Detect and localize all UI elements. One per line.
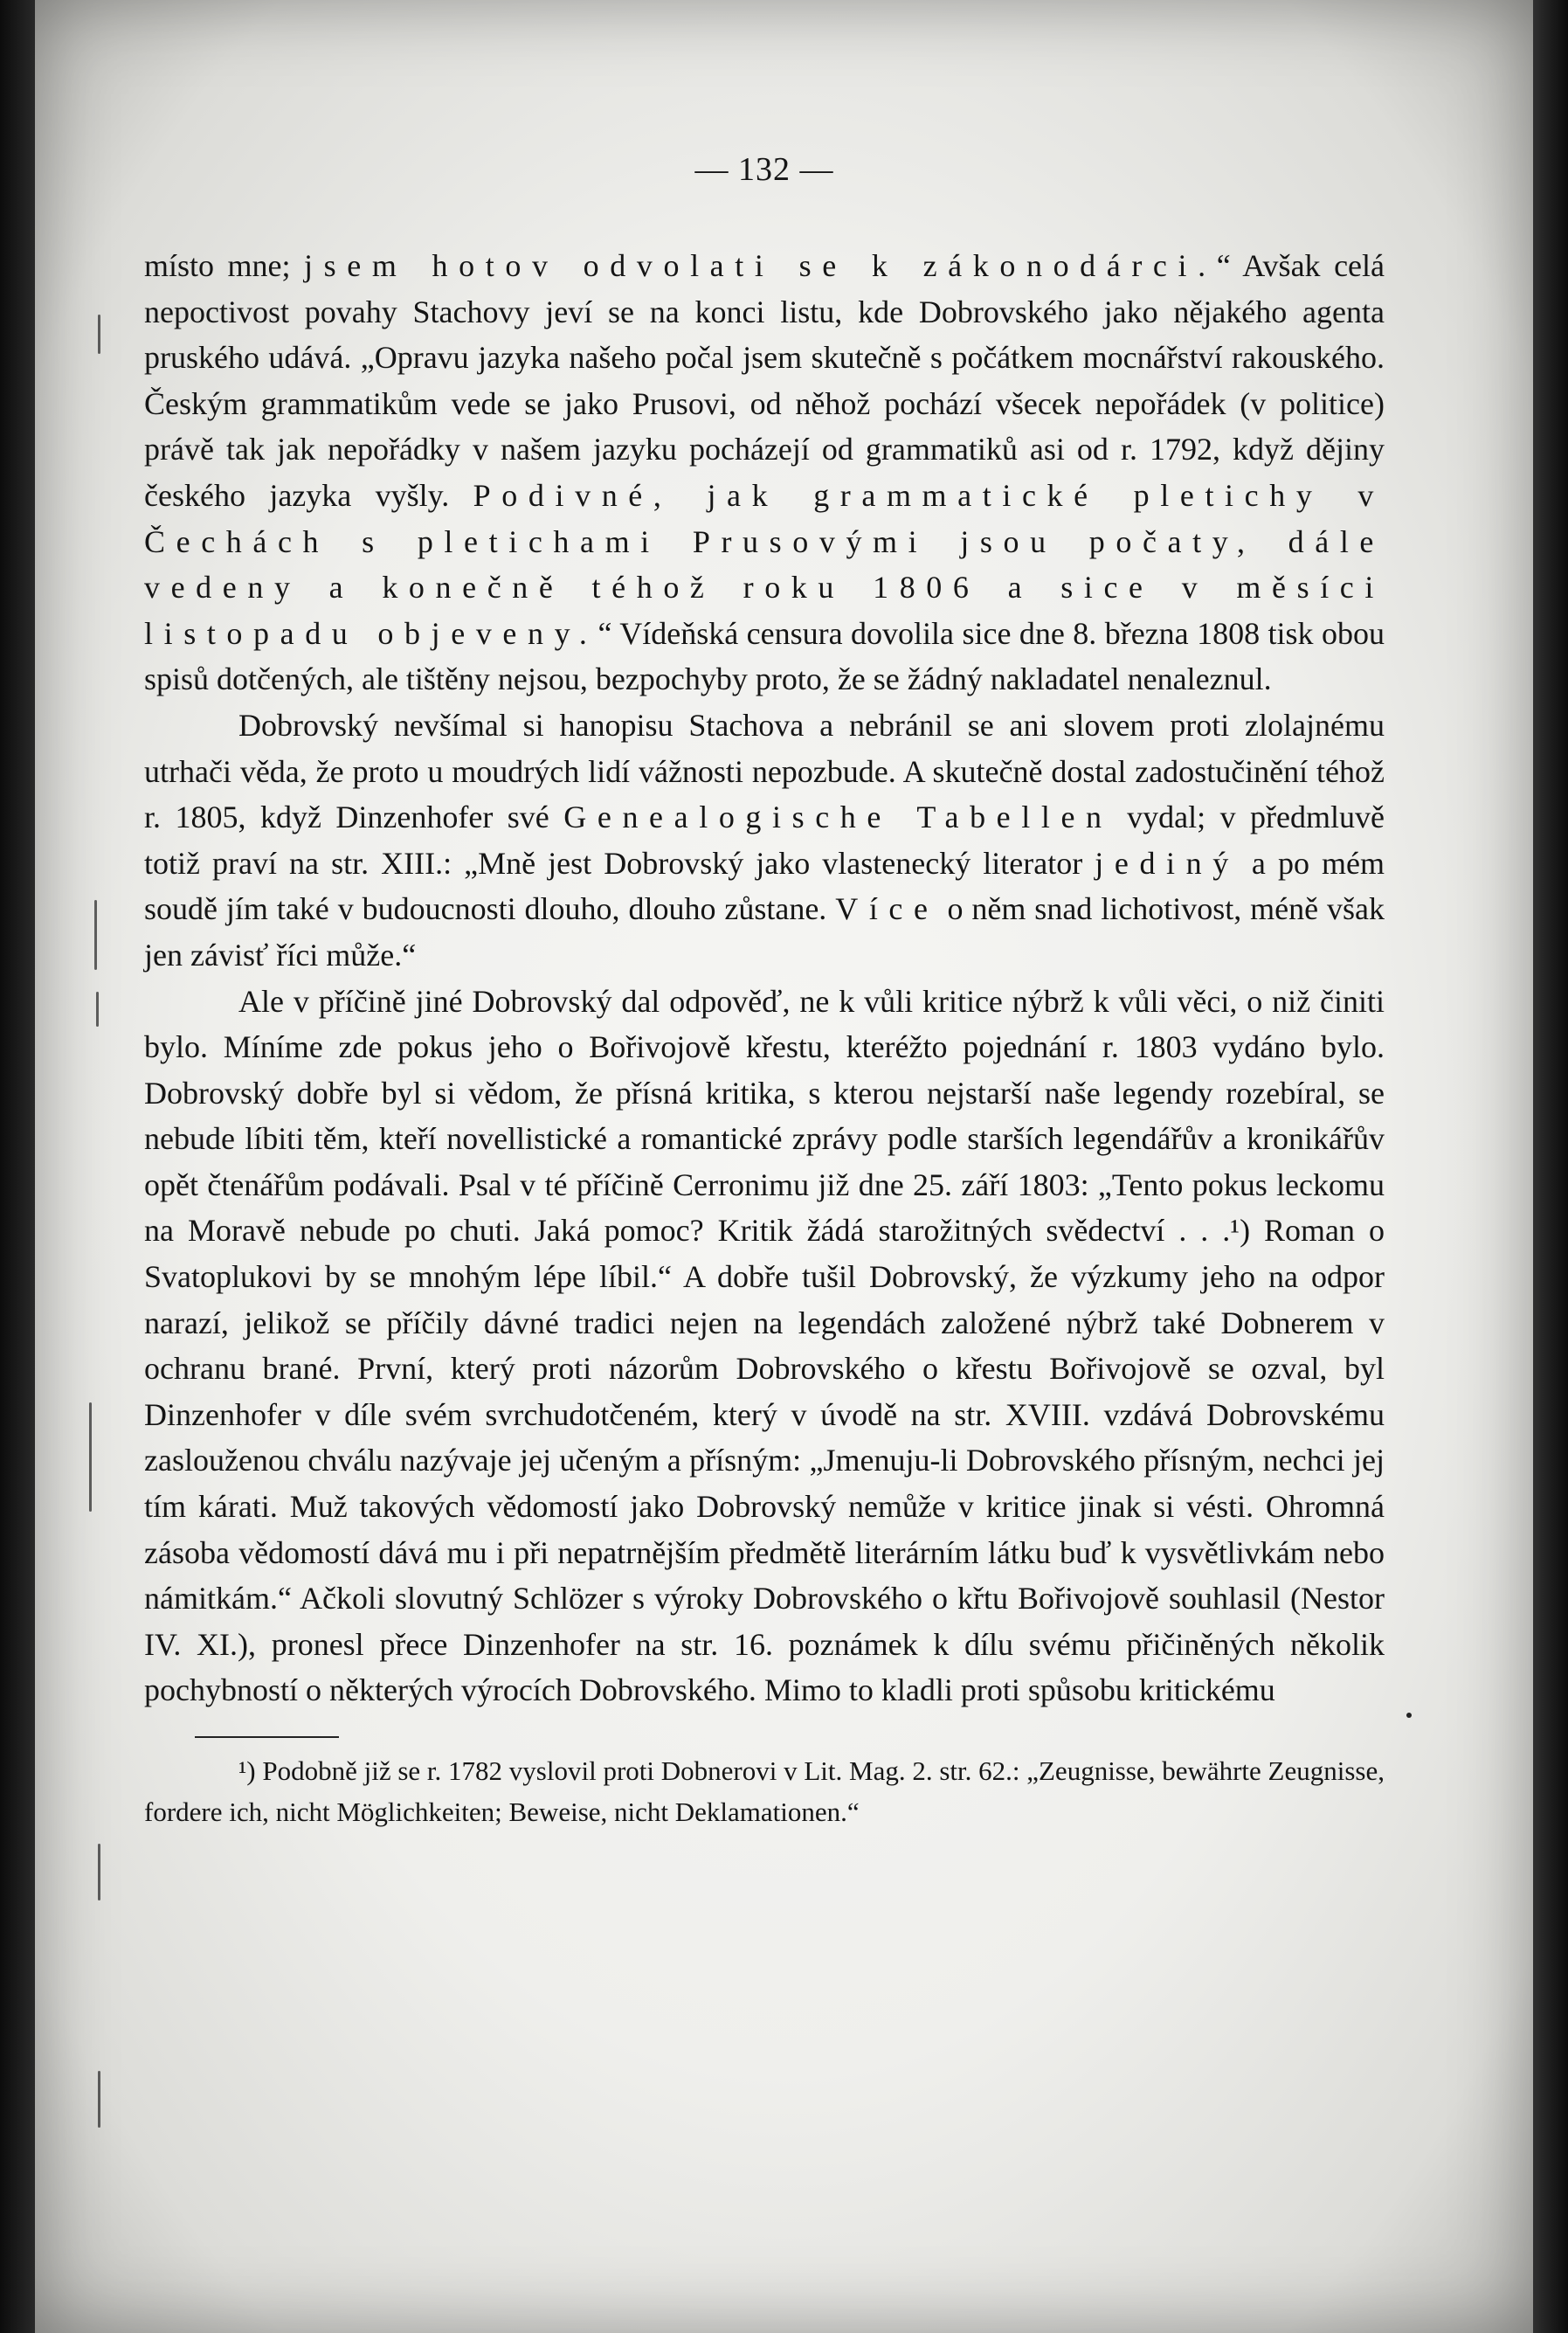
- margin-speck: [1406, 1713, 1412, 1718]
- body-text: [144, 243, 1385, 1713]
- text-run: místo mne;: [144, 248, 305, 283]
- margin-pencil-mark: [98, 2071, 100, 2128]
- text-run: “ Vídeňská censura dovolila sice dne 8. března 1808 tisk obou spisů dotčených, ale tištěny nejsou, bezpochyby proto, že se žádný nakladatel nenaleznul.: [144, 615, 1385, 697]
- spaced-emphasis: jsem hotov odvolati se k zákonodárci.: [304, 248, 1217, 283]
- footnote: ¹) Podobně již se r. 1782 vyslovil proti Dobnerovi v Lit. Mag. 2. str. 62.: „Zeugnisse, bewährte Zeugnisse, fordere ich, nicht Möglichkeiten; Beweise, nicht Deklamationen.“: [144, 1755, 1385, 1827]
- text-run: a po mém soudě jím také v budoucnosti dlouho, dlouho zůstane.: [144, 845, 1385, 927]
- text-run: “ Avšak celá nepoctivost povahy Stachovy jeví se na konci listu, kde Dobrovského jako nějakého agenta pruského udává. „Opravu jazyka našeho počal jsem skutečně s počátkem mocnářství rakouského. Českým grammatikům vede se jako Prusovi, od něhož pochází všecek nepořádek (v politice) právě tak jak nepořádky v našem jazyku pocházejí od grammatiků asi od r. 1792, když dějiny českého jazyka vyšly.: [144, 248, 1385, 513]
- paragraph: [144, 703, 1385, 979]
- text-run: vydal; v předmluvě totiž praví na str. XIII.: „Mně jest Dobrovský jako vlastenecký literator: [144, 800, 1385, 881]
- text-run: Ale v příčině jiné Dobrovský dal odpověď, ne k vůli kritice nýbrž k vůli věci, o niž činiti bylo. Míníme zde pokus jeho o Bořivojově křestu, kteréžto pojednání r. 1803 vydáno bylo. Dobrovský dobře byl si vědom, že přísná kritika, s kterou nejstarší naše legendy rozebíral, se nebude líbiti těm, kteří novellistické a romantické zprávy podle starších legendářův a kronikářův opět čtenářům podávali. Psal v té příčině Cerronimu již dne 25. září 1803: „Tento pokus leckomu na Moravě nebude po chuti. Jaká pomoc? Kritik žádá starožitných svědectví . . .¹) Roman o Svatoplukovi by se mnohým lépe líbil.“ A dobře tušil Dobrovský, že výzkumy jeho na odpor narazí, jelikož se příčily dávné tradici nejen na legendách založené nýbrž také Dobnerem v ochranu brané. První, který proti názorům Dobrovského o křestu Bořivojově se ozval, byl Dinzenhofer v díle svém svrchudotčeném, který v úvodě na str. XVIII. vzdává Dobrovskému zaslouženou chválu nazývaje jej učeným a přísným: „Jmenuju-li Dobrovského přísným, nechci jej tím kárati. Muž takových vědomostí jako Dobrovský nemůže v kritice jinak si vésti. Ohromná zásoba vědomostí dává mu i při nepatrnějším předmětě literárním látku buď k vysvětlivkám nebo námitkám.“ Ačkoli slovutný Schlözer s výroky Dobrovského o křtu Bořivojově souhlasil (Nestor IV. XI.), pronesl přece Dinzenhofer na str. 16. poznámek k dílu svému přičiněných několik pochybností o některých výrocích Dobrovského. Mimo to kladli proti spůsobu kritickému: [144, 983, 1385, 1708]
- spaced-emphasis: jediný: [1095, 845, 1240, 881]
- book-page: [35, 0, 1533, 2333]
- page-number: — 132 —: [694, 151, 834, 188]
- paragraph: [144, 979, 1385, 1714]
- spaced-emphasis: Více: [835, 891, 939, 927]
- margin-pencil-mark: [98, 1844, 100, 1900]
- margin-pencil-mark: [94, 900, 97, 970]
- page-content: [144, 149, 1385, 1832]
- margin-pencil-mark: [98, 315, 100, 354]
- footnote-rule: [195, 1736, 339, 1738]
- spaced-emphasis: Podivné, jak grammatické pletichy v Čechách s pletichami Prusovými jsou počaty, dále vedeny a konečně téhož roku 1806 a sice v měsíci listopadu objeveny.: [144, 477, 1385, 651]
- paragraph: [144, 243, 1385, 703]
- spaced-emphasis: Genealogische Tabellen: [563, 800, 1113, 835]
- margin-pencil-mark: [89, 1402, 92, 1512]
- text-run: Dobrovský nevšímal si hanopisu Stachova a nebránil se ani slovem proti zlolajnému utrhači věda, že proto u moudrých lidí vážnosti nepozbude. A skutečně dostal zadostučinění téhož r. 1805, když Dinzenhofer své: [144, 707, 1385, 835]
- text-run: o něm snad lichotivost, méně však jen závisť říci může.“: [144, 891, 1385, 973]
- margin-pencil-mark: [96, 992, 99, 1027]
